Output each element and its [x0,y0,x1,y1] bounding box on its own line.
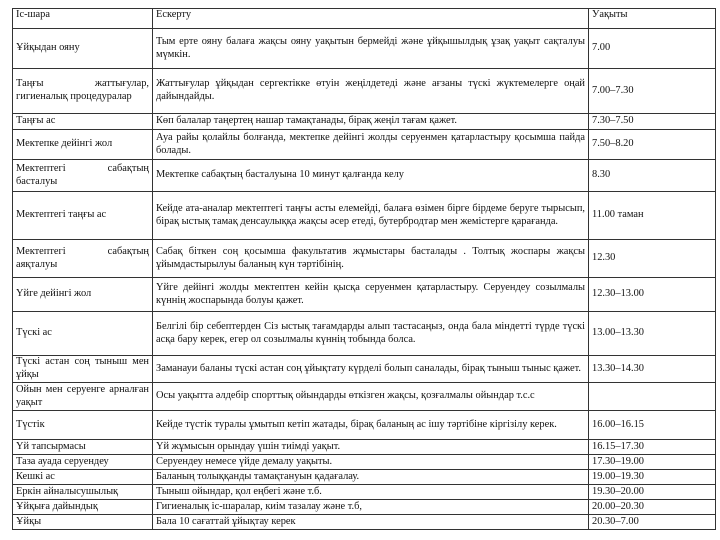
table-row [13,192,716,240]
row-activity: Таңғы ас [13,114,153,130]
row-activity: Үйге дейінгі жол [13,278,153,312]
row-note: Көп балалар таңертең нашар тамақтанады, бірақ жеңіл тағам қажет. [153,114,589,130]
row-note: Кейде түстік туралы ұмытып кетіп жатады, бірақ баланың ас ішу тәртібіне кіргізілу керек. [153,411,589,440]
table-row [13,160,716,192]
row-activity: Мектепке дейінгі жол [13,130,153,160]
row-note: Гигиеналық іс-шаралар, киім тазалау және т.б, [153,500,589,515]
row-note: Серуендеу немесе үйде демалу уақыты. [153,455,589,470]
table-row [13,500,716,515]
table-row [13,470,716,485]
row-time: 7.00–7.30 [589,69,716,114]
row-activity: Ұйқы [13,515,153,530]
row-activity: Түскі астан соң тыныш мен ұйқы [13,356,153,383]
row-note: Жаттығулар ұйқыдан сергектікке өтуін жеңілдетеді және ағзаны түскі жүктемелерге оңай дайындайды. [153,69,589,114]
row-time [589,383,716,411]
header-note: Ескерту [153,9,589,29]
table-row [13,29,716,69]
row-note: Ауа райы қолайлы болғанда, мектепке дейінгі жолды серуенмен қатарластыру қосымша пайда болады. [153,130,589,160]
row-activity: Түскі ас [13,312,153,356]
row-time: 19.30–20.00 [589,485,716,500]
row-activity: Үй тапсырмасы [13,440,153,455]
row-note: Үй жұмысын орындау үшін тиімді уақыт. [153,440,589,455]
table-row [13,312,716,356]
row-activity: Таза ауада серуендеу [13,455,153,470]
table-row [13,515,716,530]
row-time: 8.30 [589,160,716,192]
row-time: 11.00 таман [589,192,716,240]
row-time: 19.00–19.30 [589,470,716,485]
table-row [13,278,716,312]
row-activity: Мектептегі сабақтың аяқталуы [13,240,153,278]
table-row [13,240,716,278]
row-time: 7.30–7.50 [589,114,716,130]
row-time: 17.30–19.00 [589,455,716,470]
table-row [13,485,716,500]
table-row [13,455,716,470]
table-row [13,383,716,411]
row-activity: Ұйқыдан ояну [13,29,153,69]
schedule-table-wrapper [12,8,709,530]
row-time: 20.30–7.00 [589,515,716,530]
row-activity: Мектептегі сабақтың басталуы [13,160,153,192]
row-activity: Түстік [13,411,153,440]
row-time: 12.30–13.00 [589,278,716,312]
row-note: Заманауи баланы түскі астан соң ұйықтату күрделі болып саналады, бірақ тыныш тыныс қажет. [153,356,589,383]
row-time: 7.50–8.20 [589,130,716,160]
header-activity: Іс-шара [13,9,153,29]
row-note: Кейде ата-аналар мектептегі таңғы асты елемейді, балаға өзімен бірге бірдеме беруге тырысып, бірақ ыстық тамақ денсаулыққа жақсы әсер етеді, бутербродтар мен жемістерге қарағанда. [153,192,589,240]
row-time: 16.15–17.30 [589,440,716,455]
row-note: Мектепке сабақтың басталуына 10 минут қалғанда келу [153,160,589,192]
row-time: 13.00–13.30 [589,312,716,356]
table-row [13,411,716,440]
daily-schedule-table [12,8,716,530]
row-activity: Кешкі ас [13,470,153,485]
table-row [13,69,716,114]
row-time: 13.30–14.30 [589,356,716,383]
header-time: Уақыты [589,9,716,29]
row-note: Осы уақытта әлдебір спорттық ойындарды өткізген жақсы, қозғалмалы ойындар т.с.с [153,383,589,411]
row-activity: Ойын мен серуенге арналған уақыт [13,383,153,411]
row-note: Үйге дейінгі жолды мектептен кейін қысқа серуенмен қатарластыру. Серуендеу созылмалы күннің жоспарында болуы қажет. [153,278,589,312]
row-note: Сабақ біткен соң қосымша факультатив жұмыстары басталады . Толтық жоспары жақсы ұйымдастырылуы баланың күн тәртібінің. [153,240,589,278]
table-row [13,130,716,160]
row-note: Тым ерте ояну балаға жақсы ояну уақытын бермейді және ұйқышылдық ұзақ уақыт сақталуы мүмкін. [153,29,589,69]
row-time: 20.00–20.30 [589,500,716,515]
table-row [13,114,716,130]
row-time: 16.00–16.15 [589,411,716,440]
row-activity: Ұйқыға дайындық [13,500,153,515]
row-note: Тыныш ойындар, қол еңбегі және т.б. [153,485,589,500]
row-note: Бала 10 сағаттай ұйықтау керек [153,515,589,530]
table-row [13,356,716,383]
table-row [13,440,716,455]
row-activity: Мектептегі таңғы ас [13,192,153,240]
table-header-row [13,9,716,29]
row-note: Белгілі бір себептерден Сіз ыстық тағамдарды алып тастасаңыз, онда бала міндетті түрде түскі асқа бару керек, егер ол созылмалы күннің тобында болса. [153,312,589,356]
row-time: 7.00 [589,29,716,69]
row-time: 12.30 [589,240,716,278]
row-activity: Еркін айналысушылық [13,485,153,500]
row-note: Баланың толыққанды тамақтануын қадағалау. [153,470,589,485]
row-activity: Таңғы жаттығулар, гигиеналық процедуралар [13,69,153,114]
